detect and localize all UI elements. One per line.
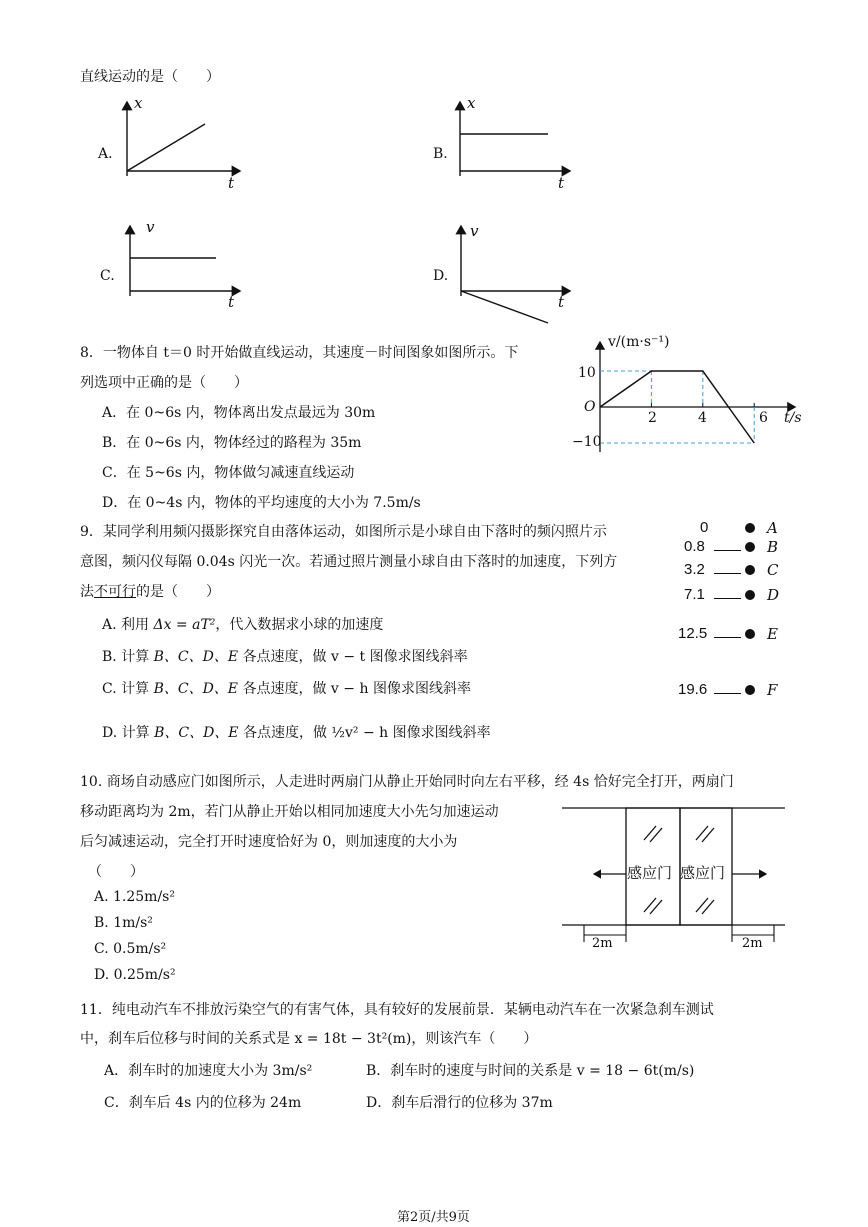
q9-line3-prefix: 法: [80, 584, 94, 600]
vt-xtick-2: 2: [648, 410, 657, 426]
q11-option-c: C．刹车后 4s 内的位移为 24m: [104, 1095, 302, 1111]
flash-value-f: 19.6: [678, 681, 708, 698]
q10-option-c: C. 0.5m/s²: [94, 941, 167, 957]
q10-stem-line3: 后匀减速运动，完全打开时速度恰好为 0，则加速度的大小为: [80, 834, 458, 850]
dim-left-label: 2m: [592, 936, 613, 951]
q9-underlined-text: 不可行: [94, 584, 136, 600]
q9-option-b: B. 计算 B、C、D、E 各点速度，做 v − t 图像求图线斜率: [102, 649, 468, 665]
q7-option-b-label: B.: [433, 146, 448, 162]
flash-value-a: 0: [700, 519, 709, 536]
q11-option-b: B．刹车时的速度与时间的关系是 v = 18 − 6t(m/s): [366, 1063, 695, 1079]
q8-option-b: B．在 0~6s 内，物体经过的路程为 35m: [102, 435, 362, 451]
vt-ytick-10: 10: [578, 365, 596, 381]
q11-option-a: A．刹车时的加速度大小为 3m/s²: [104, 1063, 313, 1079]
q10-option-d: D. 0.25m/s²: [94, 967, 176, 983]
q10-stem-line4: （ ）: [88, 864, 144, 880]
q9-stem-line2: 意图，频闪仪每隔 0.04s 闪光一次。若通过照片测量小球自由下落时的加速度，下列方: [80, 554, 618, 570]
flash-letter-a: A: [767, 519, 778, 537]
q9-option-d: D. 计算 B、C、D、E 各点速度，做 ½v² − h 图像求图线斜率: [102, 725, 491, 741]
graph-b-y-label: x: [467, 94, 476, 112]
q9-option-c: C. 计算 B、C、D、E 各点速度，做 v − h 图像求图线斜率: [102, 681, 471, 697]
flash-value-d: 7.1: [684, 586, 705, 603]
dim-right-label: 2m: [742, 936, 763, 951]
q8-option-d: D．在 0~4s 内，物体的平均速度的大小为 7.5m/s: [102, 495, 421, 511]
q9-line3-suffix: 的是（ ）: [136, 584, 220, 600]
graph-d-x-label: t: [558, 293, 565, 311]
flash-value-e: 12.5: [678, 625, 708, 642]
graph-d-y-label: v: [470, 222, 479, 240]
vt-origin: O: [584, 399, 596, 415]
q8-option-c: C．在 5~6s 内，物体做匀减速直线运动: [102, 465, 355, 481]
q9-stem-line1: 9．某同学利用频闪摄影探究自由落体运动，如图所示是小球自由下落时的频闪照片示: [80, 524, 607, 540]
flash-letter-b: B: [767, 538, 779, 556]
q11-stem-line2: 中，刹车后位移与时间的关系式是 x = 18t − 3t²(m)，则该汽车（ ）: [80, 1031, 538, 1047]
graph-b-x-label: t: [558, 174, 565, 192]
door-left-label: 感应门: [627, 864, 673, 882]
q8-option-a: A．在 0~6s 内，物体离出发点最远为 30m: [102, 405, 376, 421]
vt-xtick-6: 6: [759, 410, 768, 426]
q10-stem-line2: 移动距离均为 2m，若门从静止开始以相同加速度大小先匀加速运动: [80, 804, 499, 820]
q8-stem-line2: 列选项中正确的是（ ）: [80, 375, 248, 391]
vt-xtick-4: 4: [698, 410, 707, 426]
flash-letter-e: E: [767, 625, 778, 643]
q8-stem-line1: 8．一物体自 t＝0 时开始做直线运动，其速度－时间图象如图所示。下: [80, 345, 519, 361]
q7-stem-tail: 直线运动的是（ ）: [80, 69, 220, 85]
flash-value-c: 3.2: [684, 561, 705, 578]
vt-x-label: t/s: [784, 410, 802, 426]
vt-y-label: v/(m·s⁻¹): [608, 334, 670, 350]
q11-stem-line1: 11．纯电动汽车不排放污染空气的有害气体，具有较好的发展前景．某辆电动汽车在一次紧急刹车测试: [80, 1002, 714, 1018]
graph-c-y-label: v: [146, 218, 155, 236]
q7-option-a-label: A.: [98, 146, 113, 162]
q10-stem-line1: 10. 商场自动感应门如图所示，人走进时两扇门从静止开始同时向左右平移，经 4s 恰好完全打开，两扇门: [80, 774, 734, 790]
graph-c-x-label: t: [228, 293, 235, 311]
door-right-label: 感应门: [680, 864, 726, 882]
q7-option-c-label: C.: [100, 268, 115, 284]
flash-letter-c: C: [767, 561, 779, 579]
flash-letter-d: D: [767, 586, 780, 604]
flash-value-b: 0.8: [684, 538, 705, 555]
q7-option-d-label: D.: [433, 268, 449, 284]
page-footer: 第2页/共9页: [397, 1210, 470, 1225]
q10-option-a: A. 1.25m/s²: [94, 889, 175, 905]
graph-a-y-label: x: [134, 94, 143, 112]
q10-option-b: B. 1m/s²: [94, 915, 153, 931]
graph-a-x-label: t: [228, 174, 235, 192]
vt-ytick-neg10: −10: [572, 434, 602, 450]
q9-option-a: A. 利用 Δx = aT²，代入数据求小球的加速度: [102, 617, 384, 633]
flash-letter-f: F: [767, 681, 778, 699]
q11-option-d: D．刹车后滑行的位移为 37m: [366, 1095, 553, 1111]
